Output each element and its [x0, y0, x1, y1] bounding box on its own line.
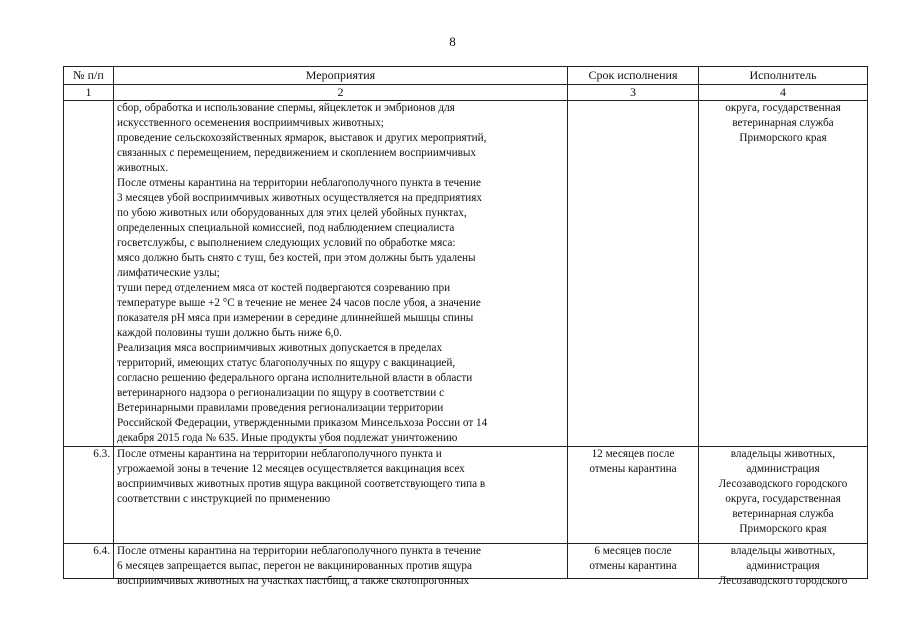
text-line: После отмены карантина на территории неблагополучного пункта в течение — [117, 545, 481, 557]
text-line: животных. — [117, 162, 169, 174]
text-line: восприимчивых животных на участках пастбищ, а также скотопрогонных — [117, 575, 470, 587]
deadline-cell — [568, 101, 699, 447]
text-line: администрация — [746, 560, 820, 572]
header-activities: Мероприятия — [114, 67, 568, 85]
text-line: искусственного осеменения восприимчивых животных; — [117, 117, 384, 129]
text-line: каждой половины туши должно быть ниже 6,0. — [117, 327, 342, 339]
text-line: согласно решению федерального органа исполнительной власти в области — [117, 372, 473, 384]
text-line: связанных с перемещением, передвижением и скоплением восприимчивых — [117, 147, 476, 159]
text-line: После отмены карантина на территории неблагополучного пункта в течение — [117, 177, 481, 189]
text-line: Российской Федерации, утвержденными приказом Минсельхоза России от 14 — [117, 417, 488, 429]
text-line: лимфатические узлы; — [117, 267, 220, 279]
table-row — [64, 447, 868, 544]
table-row — [64, 544, 868, 579]
activity-cell — [114, 544, 568, 587]
column-number: 4 — [699, 85, 868, 101]
text-line: Лесозаводского городского — [718, 575, 848, 587]
text-line: Реализация мяса восприимчивых животных допускается в пределах — [117, 342, 443, 354]
row-number — [64, 101, 114, 447]
activity-cell — [114, 101, 568, 447]
text-line: администрация — [746, 463, 820, 475]
executor-cell — [699, 447, 868, 544]
text-line: показателя pH мяса при измерении в середине длиннейшей мышцы спины — [117, 312, 474, 324]
text-line: ветеринарного надзора о регионализации по ящуру в соответствии с — [117, 387, 445, 399]
text-line: Приморского края — [739, 523, 827, 535]
column-number: 2 — [114, 85, 568, 101]
text-line: декабря 2015 года № 635. Иные продукты убоя подлежат уничтожению — [117, 432, 458, 444]
text-line: территорий, имеющих статус благополучных по ящуру с вакцинацией, — [117, 357, 456, 369]
text-line: восприимчивых животных против ящура вакциной соответствующего типа в — [117, 478, 486, 490]
header-num: № п/п — [64, 67, 114, 85]
text-line: по убою животных или оборудованных для этих целей убойных пунктах, — [117, 207, 467, 219]
text-line: мясо должно быть снято с туш, без костей, при этом должны быть удалены — [117, 252, 476, 264]
page-number: 8 — [449, 34, 456, 49]
text-line: округа, государственная — [725, 493, 841, 505]
text-line: угрожаемой зоны в течение 12 месяцев осуществляется вакцинация всех — [117, 463, 465, 475]
text-line: Приморского края — [739, 132, 827, 144]
text-line: После отмены карантина на территории неблагополучного пункта и — [117, 448, 442, 460]
text-line: 12 месяцев после — [591, 448, 675, 460]
text-line: 3 месяцев убой восприимчивых животных осуществляется на предприятиях — [117, 192, 482, 204]
table-header-row — [64, 67, 868, 85]
text-line: отмены карантина — [589, 560, 677, 572]
text-line: сбор, обработка и использование спермы, яйцеклеток и эмбрионов для — [117, 102, 455, 114]
executor-cell — [699, 101, 868, 447]
text-line: туши перед отделением мяса от костей подвергаются созреванию при — [117, 282, 451, 294]
text-line: 6 месяцев после — [594, 545, 672, 557]
column-number-row — [64, 85, 868, 101]
row-number: 6.4. — [64, 544, 114, 579]
activities-table — [63, 66, 868, 587]
text-line: определенных специальной комиссией, под наблюдением специалиста — [117, 222, 455, 234]
text-line: температуре выше +2 °С в течение не менее 24 часов после убоя, а значение — [117, 297, 481, 309]
text-line: проведение сельскохозяйственных ярмарок, выставок и других мероприятий, — [117, 132, 487, 144]
table-row — [64, 101, 868, 447]
text-line: отмены карантина — [589, 463, 677, 475]
text-line: соответствии с инструкцией по применению — [117, 493, 331, 505]
text-line: владельцы животных, — [730, 448, 836, 460]
row-number: 6.3. — [64, 447, 114, 544]
deadline-cell — [568, 447, 699, 544]
text-line: Лесозаводского городского — [718, 478, 848, 490]
column-number: 1 — [64, 85, 114, 101]
deadline-cell — [568, 544, 699, 579]
text-line: госветслужбы, с выполнением следующих условий по обработке мяса: — [117, 237, 456, 249]
header-executor: Исполнитель — [699, 67, 868, 85]
header-deadline: Срок исполнения — [568, 67, 699, 85]
text-line: Ветеринарными правилами проведения регионализации территории — [117, 402, 444, 414]
text-line: ветеринарная служба — [732, 117, 834, 129]
text-line: 6 месяцев запрещается выпас, перегон не вакцинированных против ящура — [117, 560, 472, 572]
text-line: округа, государственная — [725, 102, 841, 114]
executor-cell — [699, 544, 868, 587]
text-line: владельцы животных, — [730, 545, 836, 557]
column-number: 3 — [568, 85, 699, 101]
text-line: ветеринарная служба — [732, 508, 834, 520]
activity-cell — [114, 447, 568, 544]
